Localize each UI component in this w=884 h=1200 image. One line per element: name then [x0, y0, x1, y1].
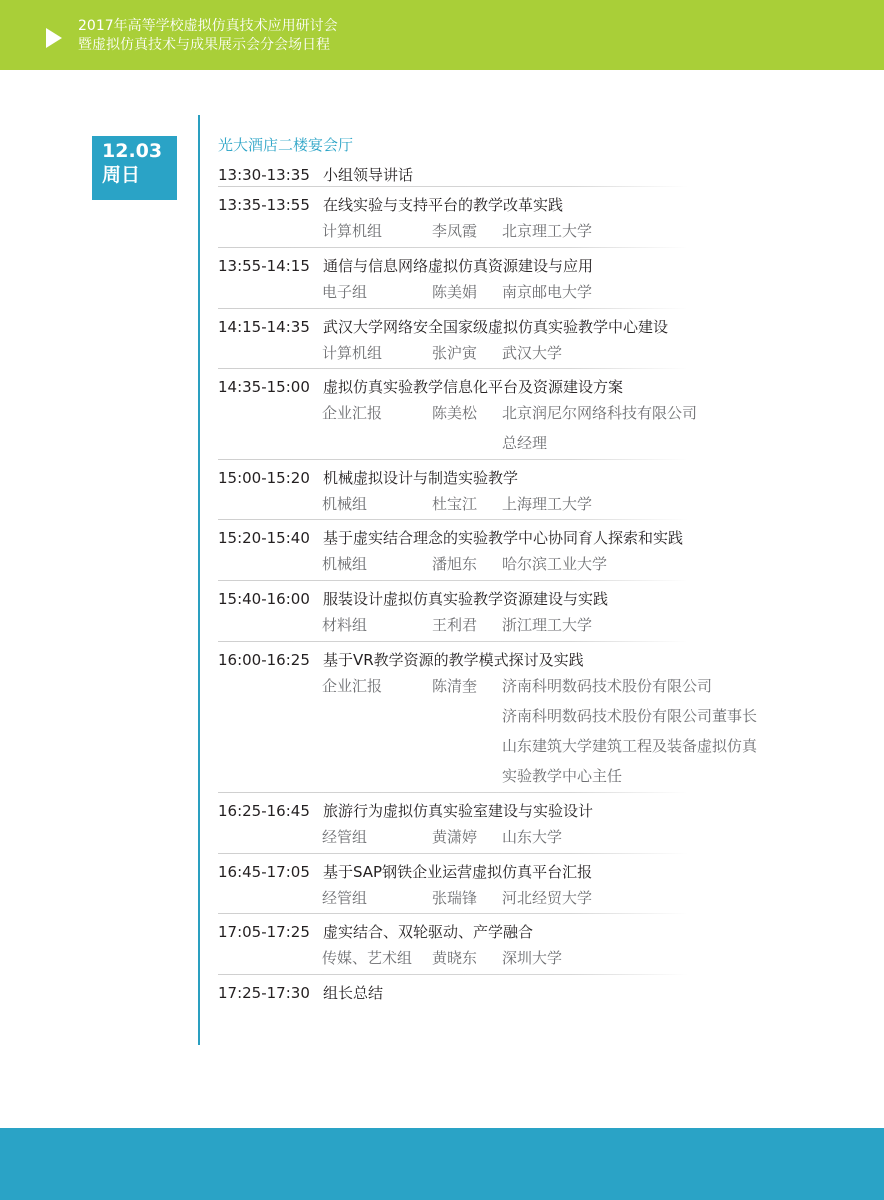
speaker-affiliation: 深圳大学 [502, 949, 563, 967]
row-divider [218, 792, 688, 793]
footer-bar [0, 1128, 884, 1200]
row-divider [218, 974, 688, 975]
date-weekday: 周日 [102, 164, 141, 186]
schedule-time: 13:30-13:35 [218, 166, 310, 184]
speaker-group: 企业汇报 [322, 677, 383, 695]
speaker-name: 陈清奎 [432, 677, 478, 695]
date-day: 12.03 [102, 140, 163, 162]
schedule-time: 13:55-14:15 [218, 257, 310, 275]
talk-title: 服装设计虚拟仿真实验教学资源建设与实践 [323, 590, 609, 608]
talk-title: 基于VR教学资源的教学模式探讨及实践 [323, 651, 584, 669]
speaker-affiliation: 山东大学 [502, 828, 563, 846]
speaker-name: 陈美松 [432, 404, 478, 422]
header-bar [0, 0, 884, 70]
row-divider [218, 186, 688, 187]
speaker-group: 电子组 [322, 283, 368, 301]
speaker-name: 黄潇婷 [432, 828, 478, 846]
header-title-line1: 2017年高等学校虚拟仿真技术应用研讨会 [78, 18, 338, 34]
speaker-affiliation: 上海理工大学 [502, 495, 593, 513]
speaker-affiliation: 浙江理工大学 [502, 616, 593, 634]
talk-title: 机械虚拟设计与制造实验教学 [323, 469, 519, 487]
row-divider [218, 853, 688, 854]
date-badge [92, 136, 177, 200]
speaker-group: 计算机组 [322, 222, 383, 240]
speaker-name: 黄晓东 [432, 949, 478, 967]
speaker-affiliation: 河北经贸大学 [502, 889, 593, 907]
speaker-name: 杜宝江 [432, 495, 478, 513]
talk-title: 通信与信息网络虚拟仿真资源建设与应用 [323, 257, 594, 275]
speaker-group: 材料组 [322, 616, 368, 634]
schedule-time: 16:45-17:05 [218, 863, 310, 881]
speaker-name: 潘旭东 [432, 555, 478, 573]
row-divider [218, 641, 688, 642]
speaker-group: 经管组 [322, 828, 368, 846]
schedule-time: 17:25-17:30 [218, 984, 310, 1002]
speaker-name: 张瑞锋 [432, 889, 478, 907]
venue-label: 光大酒店二楼宴会厅 [218, 136, 354, 154]
schedule-time: 15:40-16:00 [218, 590, 310, 608]
schedule-time: 16:00-16:25 [218, 651, 310, 669]
header-title-line2: 暨虚拟仿真技术与成果展示会分会场日程 [78, 37, 330, 53]
speaker-affiliation: 北京理工大学 [502, 222, 593, 240]
speaker-name: 王利君 [432, 616, 478, 634]
timeline-line [198, 115, 200, 1045]
speaker-affiliation: 济南科明数码技术股份有限公司董事长 [502, 707, 758, 725]
row-divider [218, 459, 688, 460]
talk-title: 武汉大学网络安全国家级虚拟仿真实验教学中心建设 [323, 318, 669, 336]
speaker-group: 经管组 [322, 889, 368, 907]
speaker-group: 企业汇报 [322, 404, 383, 422]
speaker-affiliation: 山东建筑大学建筑工程及装备虚拟仿真 [502, 737, 758, 755]
row-divider [218, 308, 688, 309]
play-arrow-icon [46, 28, 62, 48]
talk-title: 基于SAP钢铁企业运营虚拟仿真平台汇报 [323, 863, 593, 881]
speaker-name: 李凤霞 [432, 222, 478, 240]
row-divider [218, 913, 688, 914]
row-divider [218, 580, 688, 581]
row-divider [218, 247, 688, 248]
talk-title: 小组领导讲话 [323, 166, 414, 184]
speaker-affiliation: 哈尔滨工业大学 [502, 555, 608, 573]
speaker-name: 陈美娟 [432, 283, 478, 301]
talk-title: 组长总结 [323, 984, 384, 1002]
talk-title: 基于虚实结合理念的实验教学中心协同育人探索和实践 [323, 529, 684, 547]
speaker-group: 计算机组 [322, 344, 383, 362]
row-divider [218, 368, 688, 369]
schedule-time: 15:20-15:40 [218, 529, 310, 547]
speaker-group: 机械组 [322, 495, 368, 513]
schedule-time: 13:35-13:55 [218, 196, 310, 214]
speaker-affiliation: 实验教学中心主任 [502, 767, 623, 785]
speaker-name: 张沪寅 [432, 344, 478, 362]
talk-title: 旅游行为虚拟仿真实验室建设与实验设计 [323, 802, 594, 820]
schedule-time: 15:00-15:20 [218, 469, 310, 487]
schedule-time: 14:35-15:00 [218, 378, 310, 396]
speaker-affiliation: 济南科明数码技术股份有限公司 [502, 677, 713, 695]
speaker-group: 机械组 [322, 555, 368, 573]
schedule-time: 16:25-16:45 [218, 802, 310, 820]
talk-title: 虚实结合、双轮驱动、产学融合 [323, 923, 534, 941]
schedule-time: 17:05-17:25 [218, 923, 310, 941]
speaker-affiliation: 北京润尼尔网络科技有限公司 [502, 404, 698, 422]
speaker-affiliation: 武汉大学 [502, 344, 563, 362]
speaker-group: 传媒、艺术组 [322, 949, 413, 967]
talk-title: 虚拟仿真实验教学信息化平台及资源建设方案 [323, 378, 624, 396]
speaker-affiliation: 总经理 [502, 434, 548, 452]
row-divider [218, 519, 688, 520]
speaker-affiliation: 南京邮电大学 [502, 283, 593, 301]
schedule-time: 14:15-14:35 [218, 318, 310, 336]
talk-title: 在线实验与支持平台的教学改革实践 [323, 196, 564, 214]
